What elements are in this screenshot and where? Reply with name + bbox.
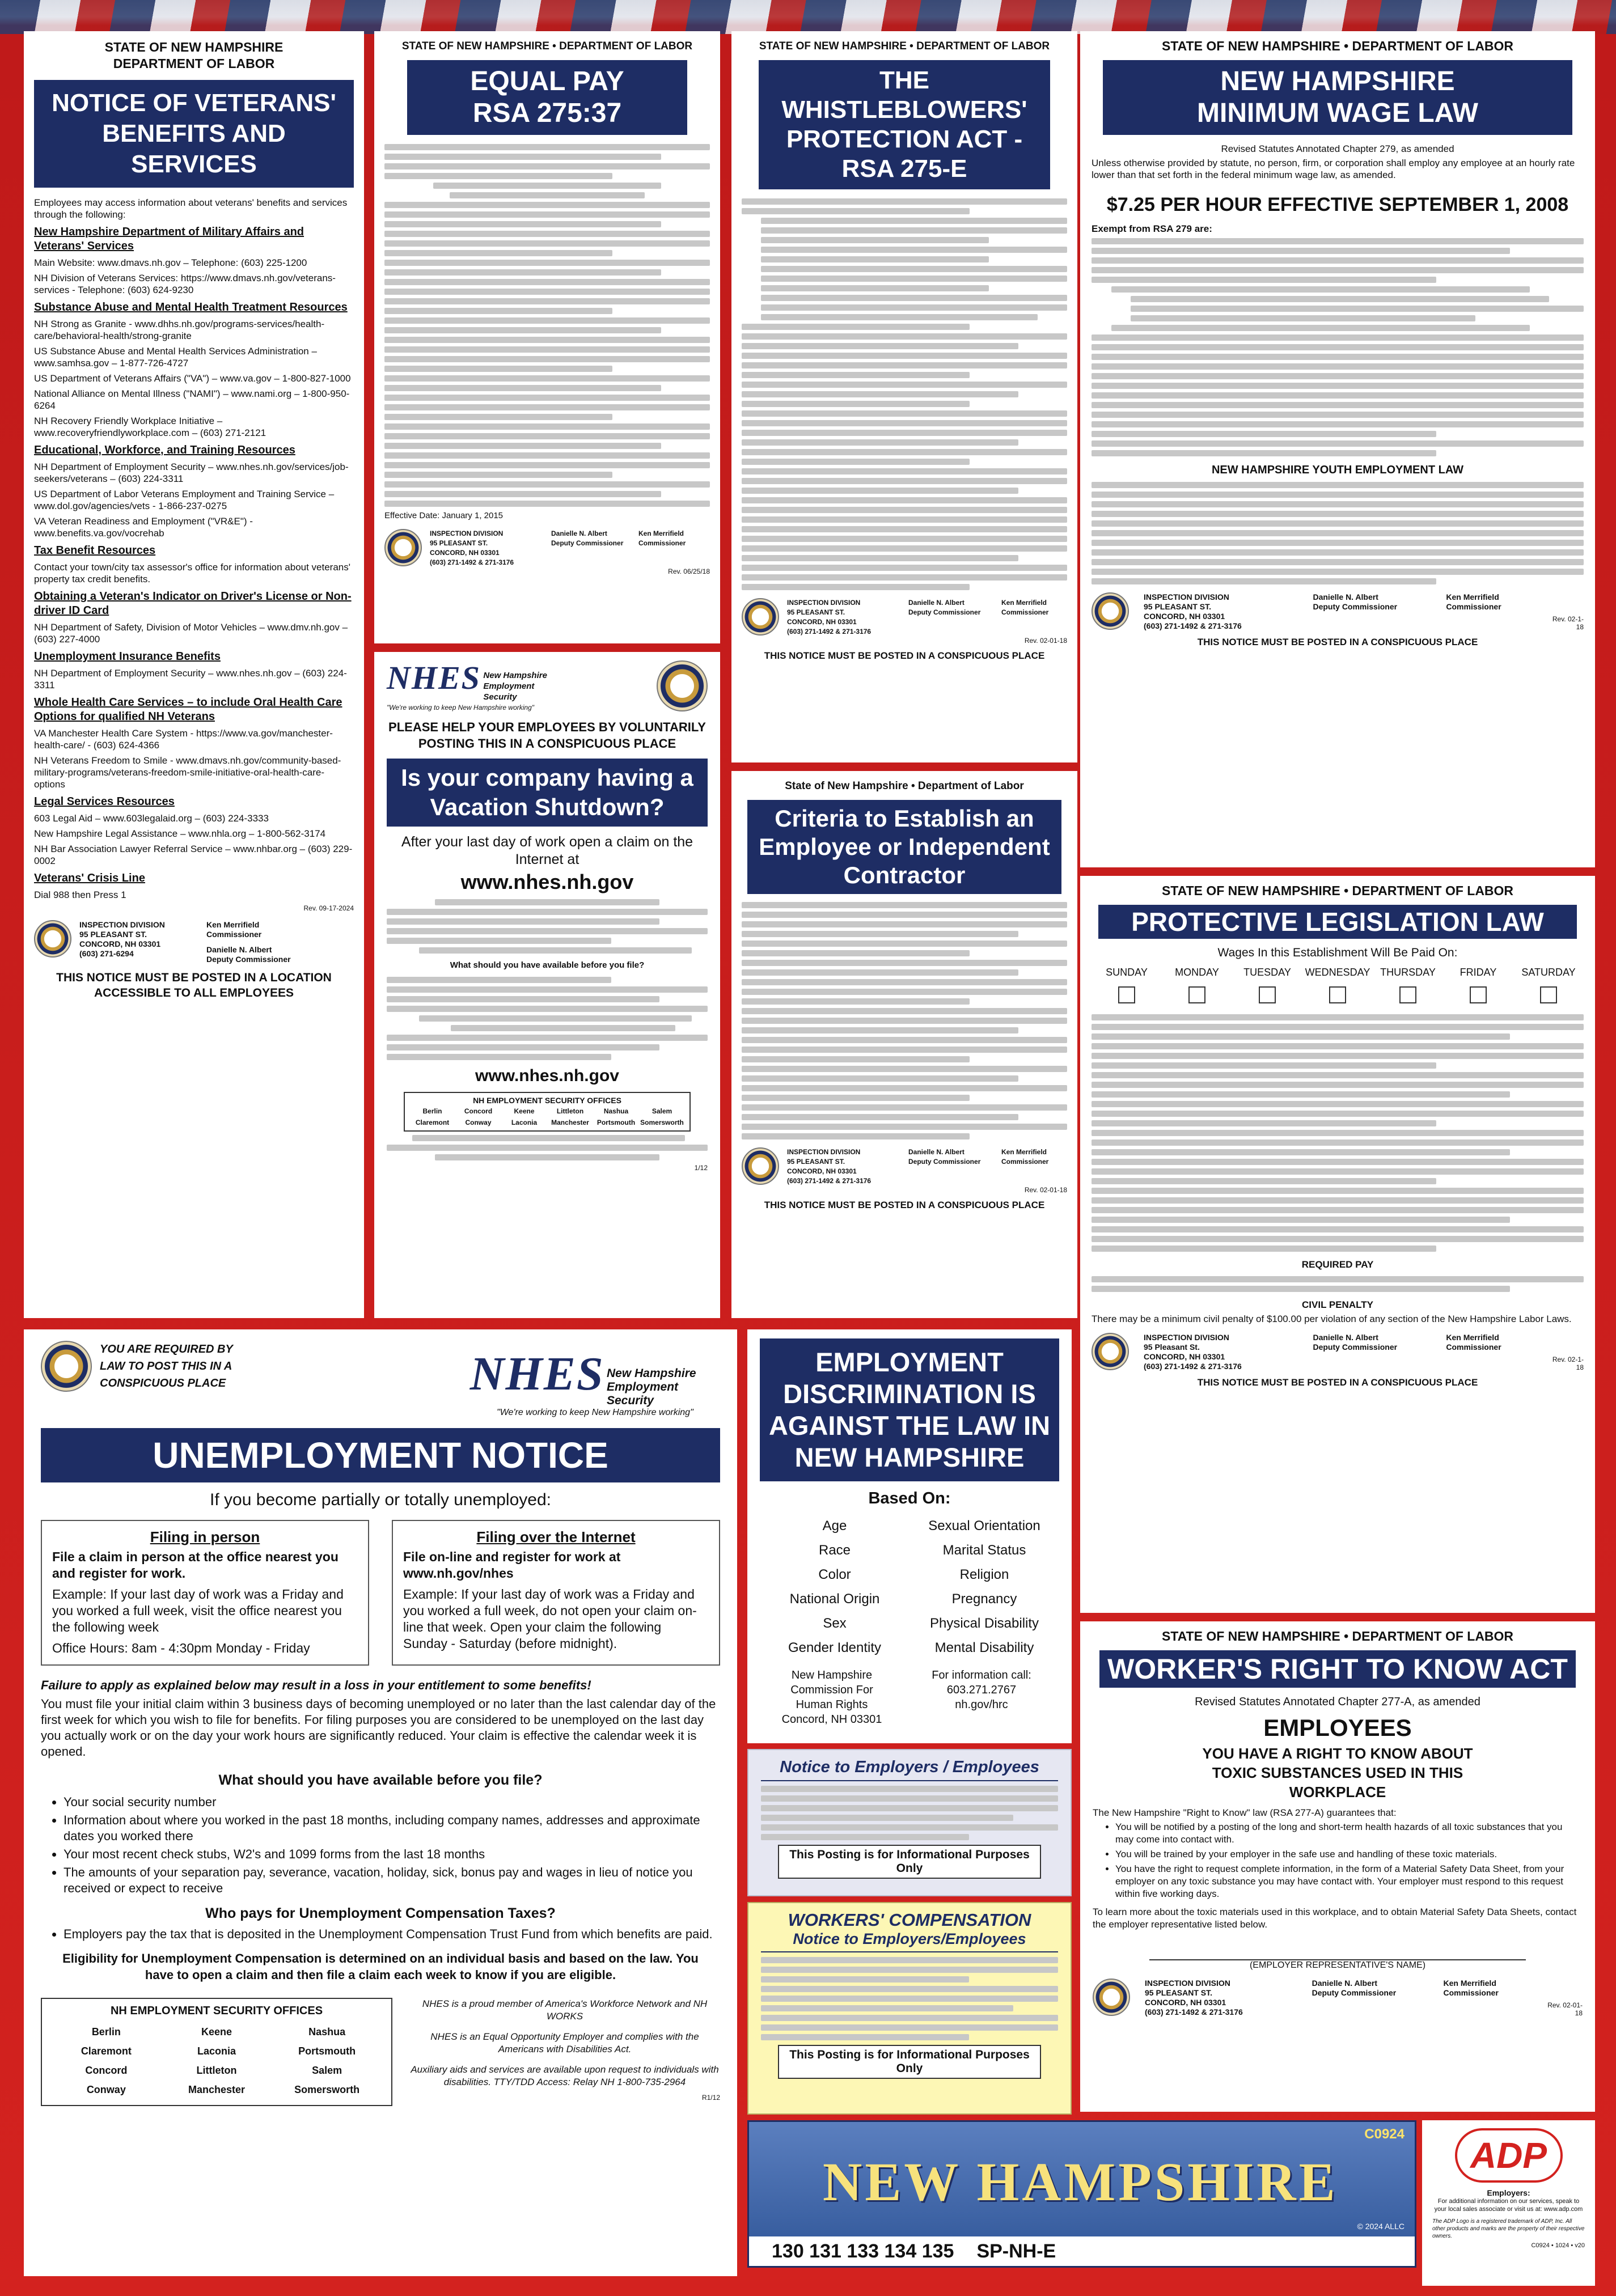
vet-section-heading: Substance Abuse and Mental Health Treatment Resources — [34, 301, 348, 314]
discrim-basis: Religion — [959, 1567, 1009, 1582]
pay-day-checkbox[interactable] — [1470, 986, 1487, 1003]
eqpay-rev: Rev. 06/25/18 — [668, 567, 710, 575]
vet-section-heading: Veterans' Crisis Line — [34, 872, 145, 884]
office-name: Berlin — [422, 1107, 442, 1116]
vacation-lead: After your last day of work open a claim on the Internet at — [401, 834, 693, 868]
office-name: Laconia — [197, 2045, 236, 2057]
protect-civil-text: There may be a minimum civil penalty of $100.00 per violation of any section of the New Hampshire Labor Laws. — [1092, 1314, 1572, 1324]
office-name: Somersworth — [640, 1119, 684, 1127]
criteria-body — [742, 902, 1067, 1139]
discrim-contact — [760, 1668, 1059, 1727]
unemp-sub: If you become partially or totally unemployed: — [210, 1490, 551, 1509]
rtk-rev: Rev. 02-01-18 — [1547, 2001, 1583, 2017]
vacation-shutdown-notice — [374, 652, 720, 1318]
vet-sections — [34, 225, 354, 901]
rtk-sig-2: Ken Merrifield Commissioner — [1443, 1979, 1499, 1997]
whistle-post-notice: THIS NOTICE MUST BE POSTED IN A CONSPICUOUS PLACE — [764, 650, 1045, 661]
vet-section-line: NH Strong as Granite - www.dhhs.nh.gov/programs-services/health-care/behavioral-health/strong-granite — [34, 319, 325, 341]
rtk-items-list — [1093, 1821, 1583, 1900]
right-to-know-notice — [1080, 1621, 1595, 2112]
notice-body — [761, 1786, 1058, 1840]
office-name: Nashua — [603, 1107, 629, 1116]
unemp-tax: • Employers pay the tax that is deposited in the Unemployment Compensation Trust Fund from which benefits are paid. — [64, 1926, 720, 1942]
discrim-columns — [760, 1514, 1059, 1660]
criteria-rev: Rev. 02-01-18 — [1024, 1186, 1067, 1194]
pay-day-monday — [1162, 967, 1232, 1006]
pay-day-wednesday — [1302, 967, 1373, 1006]
pay-day-label: MONDAY — [1175, 967, 1219, 978]
rtk-rsa: Revised Statutes Annotated Chapter 277-A, as amended — [1195, 1696, 1480, 1708]
vacation-code: 1/12 — [694, 1164, 708, 1172]
eqpay-division: INSPECTION DIVISION 95 PLEASANT ST. CONCORD, NH 03301 (603) 271-1492 & 271-3176 — [430, 529, 514, 566]
pay-day-checkbox[interactable] — [1399, 986, 1416, 1003]
office-name: Portsmouth — [298, 2045, 356, 2057]
unemp-boxes — [41, 1520, 720, 1666]
rtk-learn: To learn more about the toxic materials used in this workplace, and to obtain Material Safety Data Sheets, contact the employer representative listed below. — [1093, 1907, 1577, 1930]
footer-code-top: C0924 — [1364, 2126, 1405, 2142]
nhes-logo — [387, 659, 568, 713]
footer-numbers-strip — [749, 2236, 1415, 2266]
office-name: Conway — [465, 1119, 492, 1127]
filing-internet-example: Example: If your last day of work was a Friday and you worked a full week, do not open your claim on-line that week. Open your claim the following Sunday - Saturday (before midnight). — [403, 1586, 697, 1651]
unemp-notes — [409, 1998, 720, 2089]
vet-sig-1: Ken Merrifield Commissioner — [206, 920, 262, 939]
unemp-note-3: Auxiliary aids and services are available upon request to individuals with disabilities. TTY/TDD Access: Relay NH 1-800-735-2964 — [411, 2064, 719, 2087]
whistle-sig-1: Danielle N. Albert Deputy Commissioner — [908, 599, 981, 616]
eqpay-signature-row — [384, 529, 710, 567]
notice-title: Notice to Employers / Employees — [761, 1758, 1058, 1781]
vet-section-line: New Hampshire Legal Assistance – www.nhla.org – 1-800-562-3174 — [34, 828, 326, 839]
unemp-para: You must file your initial claim within 3 business days of becoming unemployed or no later than the last calendar day of the first week for which you wish to file for benefits. For filing purposes you are considered to be unemployed on the last day you actually work or on the day your work hours are significantly reduced. Your claim is effective the calendar week it is opened. — [41, 1696, 716, 1759]
rtk-right: YOU HAVE A RIGHT TO KNOW ABOUT TOXIC SUBSTANCES USED IN THIS WORKPLACE — [1202, 1745, 1473, 1801]
office-name: Concord — [85, 2064, 128, 2076]
vet-section-line: NH Division of Veterans Services: https://www.dmavs.nh.gov/veterans-services - Telephone: (603) 624-9230 — [34, 273, 336, 295]
minwage-body-2 — [1092, 482, 1584, 584]
protective-legislation-notice — [1080, 876, 1595, 1613]
rtk-item: • You will be trained by your employer in the safe use and handling of these toxic materials. — [1115, 1848, 1583, 1861]
nhes-logo — [470, 1346, 720, 1418]
discrim-left-col — [760, 1514, 909, 1660]
office-name: Littleton — [556, 1107, 584, 1116]
pay-day-label: WEDNESDAY — [1305, 967, 1370, 978]
unemployment-notice — [24, 1329, 737, 2276]
unemp-tax-list — [41, 1926, 720, 1942]
whistle-signature-row — [742, 598, 1067, 637]
whistleblowers-notice — [731, 31, 1077, 762]
unemp-item: • Information about where you worked in the past 18 months, including company names, addresses and approximate dates you worked there — [64, 1812, 720, 1844]
criteria-post-notice: THIS NOTICE MUST BE POSTED IN A CONSPICUOUS PLACE — [764, 1200, 1045, 1210]
eqpay-effective: Effective Date: January 1, 2015 — [384, 511, 504, 520]
nhes-logo-sub: New Hampshire Employment Security — [483, 671, 547, 702]
vet-section-line: Contact your town/city tax assessor's office for information about veterans' property tax credit benefits. — [34, 562, 350, 584]
office-name: Portsmouth — [597, 1119, 636, 1127]
minwage-post-notice: THIS NOTICE MUST BE POSTED IN A CONSPICUOUS PLACE — [1197, 637, 1478, 647]
adp-employers: Employers: — [1487, 2188, 1530, 2197]
vet-section-line: NH Veterans Freedom to Smile - www.dmavs.nh.gov/community-based-military-programs/veterans-freedom-smile-initiative-oral-health-care-options — [34, 755, 341, 790]
vet-section-line: VA Veteran Readiness and Employment ("VR&E") - www.benefits.va.gov/vocrehab — [34, 516, 253, 539]
unemp-offices — [41, 1998, 392, 2106]
nhes-logo-sub: New Hampshire Employment Security — [607, 1366, 696, 1407]
pay-day-label: TUESDAY — [1243, 967, 1291, 978]
office-name: Manchester — [188, 2083, 246, 2095]
footer-copyright: © 2024 ALLC — [1357, 2222, 1405, 2231]
pay-day-checkbox[interactable] — [1188, 986, 1205, 1003]
protect-division: INSPECTION DIVISION 95 Pleasant St. CONCORD, NH 03301 (603) 271-1492 & 271-3176 — [1144, 1333, 1242, 1371]
criteria-sig-2: Ken Merrifield Commissioner — [1001, 1148, 1049, 1166]
office-name: Keene — [201, 2026, 232, 2037]
protect-signature-row — [1092, 1333, 1584, 1371]
state-seal-icon — [34, 920, 71, 958]
state-seal-icon — [657, 660, 708, 711]
minwage-rev: Rev. 02-1-18 — [1552, 615, 1584, 631]
filing-internet-title: Filing over the Internet — [476, 1528, 636, 1545]
footer-numbers: 130 131 133 134 135 — [772, 2240, 954, 2262]
state-seal-icon — [742, 1147, 779, 1185]
employment-discrimination-notice — [747, 1329, 1072, 1743]
vacation-offices-title: NH EMPLOYMENT SECURITY OFFICES — [473, 1096, 621, 1105]
discrim-basis: National Origin — [789, 1591, 880, 1607]
discrim-right-col — [909, 1514, 1059, 1660]
minwage-rate: $7.25 PER HOUR EFFECTIVE SEPTEMBER 1, 2008 — [1106, 194, 1569, 215]
office-name: Salem — [652, 1107, 672, 1116]
vacation-offices — [404, 1092, 691, 1132]
vet-sigs — [206, 920, 291, 964]
rtk-employees: EMPLOYEES — [1263, 1714, 1412, 1741]
unemp-q1: What should you have available before you file? — [218, 1772, 543, 1788]
minwage-title: NEW HAMPSHIRE MINIMUM WAGE LAW — [1103, 60, 1572, 135]
minwage-signature-row — [1092, 592, 1584, 631]
discrim-basis: Sexual Orientation — [928, 1518, 1040, 1534]
unemp-title: UNEMPLOYMENT NOTICE — [41, 1428, 720, 1482]
criteria-sig-1: Danielle N. Albert Deputy Commissioner — [908, 1148, 981, 1166]
vet-section-line: Dial 988 then Press 1 — [34, 889, 126, 900]
vet-section-line: NH Department of Safety, Division of Motor Vehicles – www.dmv.nh.gov – (603) 227-4000 — [34, 622, 348, 645]
state-seal-icon — [41, 1341, 92, 1392]
discrim-basis: Pregnancy — [951, 1591, 1017, 1607]
eqpay-sig-2: Ken Merrifield Commissioner — [638, 529, 686, 547]
vet-section-line: US Department of Labor Veterans Employment and Training Service – www.dol.gov/agencies/vets - 1-866-237-0275 — [34, 489, 335, 511]
office-name: Berlin — [91, 2026, 121, 2037]
vet-section-heading: Tax Benefit Resources — [34, 544, 156, 557]
nhes-tagline: "We're working to keep New Hampshire working" — [497, 1407, 693, 1417]
pay-day-label: THURSDAY — [1380, 967, 1436, 978]
filing-in-person-lead: File a claim in person at the office nearest you and register for work. — [52, 1549, 339, 1581]
protect-sig-2: Ken Merrifield Commissioner — [1446, 1333, 1501, 1352]
adp-employers-text: For additional information on our services, speak to your local sales associate or visit us at: www.adp.com — [1434, 2198, 1583, 2213]
rtk-guarantee: The New Hampshire "Right to Know" law (RSA 277-A) guarantees that: — [1093, 1807, 1397, 1818]
protect-title: PROTECTIVE LEGISLATION LAW — [1098, 905, 1577, 939]
vet-section-line: NH Department of Employment Security – www.nhes.nh.gov/services/job-seekers/veterans – (603) 224-3311 — [34, 461, 349, 484]
pay-day-label: SUNDAY — [1106, 967, 1148, 978]
eqpay-sig-1: Danielle N. Albert Deputy Commissioner — [551, 529, 624, 547]
eqpay-body — [384, 144, 710, 507]
protect-sig-1: Danielle N. Albert Deputy Commissioner — [1313, 1333, 1398, 1352]
unemp-item: • Your social security number — [64, 1794, 720, 1810]
unemp-bottom-row — [41, 1998, 720, 2106]
minimum-wage-notice — [1080, 31, 1595, 867]
vet-sig-2: Danielle N. Albert Deputy Commissioner — [206, 945, 291, 964]
minwage-division: INSPECTION DIVISION 95 PLEASANT ST. CONCORD, NH 03301 (603) 271-1492 & 271-3176 — [1144, 592, 1242, 630]
vet-section-line: 603 Legal Aid – www.603legalaid.org – (603) 224-3333 — [34, 813, 269, 824]
vet-post-notice: THIS NOTICE MUST BE POSTED IN A LOCATION ACCESSIBLE TO ALL EMPLOYEES — [56, 971, 332, 999]
minwage-youth: NEW HAMPSHIRE YOUTH EMPLOYMENT LAW — [1211, 464, 1464, 476]
nhes-logo-text: NHES — [469, 1348, 604, 1400]
vet-section-heading: Unemployment Insurance Benefits — [34, 650, 221, 663]
state-seal-icon — [1093, 1979, 1130, 2016]
office-name: Salem — [312, 2064, 342, 2076]
discrim-commission: New Hampshire Commission For Human Rights Concord, NH 03301 — [781, 1669, 882, 1726]
vacation-offices-grid — [409, 1105, 685, 1128]
pay-day-sunday — [1092, 967, 1162, 1006]
vet-intro: Employees may access information about veterans' benefits and services through the following: — [34, 197, 348, 220]
vet-section-heading: Legal Services Resources — [34, 795, 175, 808]
pay-day-saturday — [1513, 967, 1584, 1006]
office-name: Claremont — [415, 1119, 450, 1127]
footer-state-title: NEW HAMPSHIRE — [823, 2151, 1338, 2212]
whistle-rev: Rev. 02-01-18 — [1024, 637, 1067, 645]
criteria-signature-row — [742, 1147, 1067, 1186]
eqpay-title: EQUAL PAY RSA 275:37 — [407, 60, 687, 135]
rtk-item: • You have the right to request complete information, in the form of a Material Safety Data Sheet, from your employer on any toxic substance you may have contact with. Your employer must respond to this request within five working days. — [1115, 1863, 1583, 1900]
flag-banner — [0, 0, 1616, 34]
criteria-state: State of New Hampshire • Department of Labor — [785, 780, 1024, 792]
office-name: Conway — [86, 2083, 126, 2095]
minwage-state: STATE OF NEW HAMPSHIRE • DEPARTMENT OF LABOR — [1161, 39, 1514, 53]
vet-title: NOTICE OF VETERANS' BENEFITS AND SERVICES — [34, 80, 354, 188]
nhes-tagline: "We're working to keep New Hampshire working" — [387, 704, 535, 712]
vet-rev: Rev. 09-17-2024 — [303, 904, 354, 912]
pay-day-label: FRIDAY — [1460, 967, 1497, 978]
protect-state: STATE OF NEW HAMPSHIRE • DEPARTMENT OF LABOR — [1161, 883, 1514, 898]
discrim-basis: Physical Disability — [929, 1616, 1039, 1631]
pay-day-checkbox[interactable] — [1540, 986, 1557, 1003]
vet-state: STATE OF NEW HAMPSHIRE — [104, 40, 284, 54]
vet-section-line: NH Recovery Friendly Workplace Initiative – www.recoveryfriendlyworkplace.com – (603) 271-2121 — [34, 416, 266, 438]
discrim-title: EMPLOYMENT DISCRIMINATION IS AGAINST THE LAW IN NEW HAMPSHIRE — [760, 1338, 1059, 1481]
state-seal-icon — [384, 529, 422, 566]
unemp-item: • The amounts of your separation pay, severance, vacation, holiday, sick, bonus pay and wages in lieu of notice you received or expect to receive — [64, 1865, 720, 1896]
vet-section-heading: Educational, Workforce, and Training Resources — [34, 444, 295, 456]
rtk-sig-1: Danielle N. Albert Deputy Commissioner — [1312, 1979, 1397, 1997]
notice-informational: This Posting is for Informational Purposes Only — [778, 1845, 1041, 1879]
vet-section-line: Main Website: www.dmavs.nh.gov – Telephone: (603) 225-1200 — [34, 257, 307, 268]
filing-in-person-box — [41, 1520, 369, 1666]
protect-post-notice: THIS NOTICE MUST BE POSTED IN A CONSPICUOUS PLACE — [1197, 1377, 1478, 1388]
vacation-title: Is your company having a Vacation Shutdown? — [387, 759, 708, 827]
discrim-basis: Sex — [823, 1616, 847, 1631]
vet-section-line: NH Department of Employment Security – www.nhes.nh.gov – (603) 224-3311 — [34, 668, 347, 691]
unemp-fail: Failure to apply as explained below may result in a loss in your entitlement to some benefits! — [41, 1677, 591, 1692]
protect-body-2 — [1092, 1276, 1584, 1292]
minwage-rsa: Revised Statutes Annotated Chapter 279, as amended — [1221, 143, 1454, 154]
office-name: Laconia — [511, 1119, 538, 1127]
vet-division: INSPECTION DIVISION 95 PLEASANT ST. CONCORD, NH 03301 (603) 271-6294 — [79, 920, 165, 958]
vacation-url-2[interactable]: www.nhes.nh.gov — [475, 1066, 619, 1086]
vet-section-line: NH Bar Association Lawyer Referral Service – www.nhbar.org – (603) 229-0002 — [34, 844, 353, 866]
state-seal-icon — [1092, 1333, 1129, 1370]
protect-wages-line: Wages In this Establishment Will Be Paid On: — [1217, 946, 1458, 959]
minwage-sig-1: Danielle N. Albert Deputy Commissioner — [1313, 592, 1398, 611]
vet-dept: DEPARTMENT OF LABOR — [113, 56, 275, 71]
unemp-note-2: NHES is an Equal Opportunity Employer and complies with the Americans with Disabilities Act. — [430, 2031, 699, 2054]
office-name: Nashua — [308, 2026, 346, 2037]
vet-section-line: VA Manchester Health Care System - https://www.va.gov/manchester-health-care/ - (603) 624-4366 — [34, 728, 333, 751]
unemp-q2: Who pays for Unemployment Compensation Taxes? — [205, 1905, 556, 1921]
office-name: Keene — [514, 1107, 535, 1116]
rtk-signature-row — [1093, 1979, 1583, 2017]
discrim-basis: Color — [818, 1567, 851, 1582]
discrim-based: Based On: — [868, 1489, 951, 1507]
whistle-state: STATE OF NEW HAMPSHIRE • DEPARTMENT OF LABOR — [759, 40, 1050, 52]
office-name: Manchester — [551, 1119, 589, 1127]
whistle-sig-2: Ken Merrifield Commissioner — [1001, 599, 1049, 616]
vacation-logo-row — [387, 659, 708, 713]
minwage-sig-2: Ken Merrifield Commissioner — [1446, 592, 1501, 611]
state-seal-icon — [742, 598, 779, 636]
adp-code: C0924 • 1024 • v20 — [1531, 2242, 1585, 2249]
adp-logo-text: ADP — [1470, 2135, 1547, 2176]
workers-informational: This Posting is for Informational Purposes Only — [778, 2045, 1041, 2079]
workers-sub: Notice to Employers/Employees — [761, 1930, 1058, 1952]
protect-body-1 — [1092, 1014, 1584, 1252]
eqpay-state: STATE OF NEW HAMPSHIRE • DEPARTMENT OF LABOR — [401, 40, 693, 52]
discrim-info: For information call: 603.271.2767 nh.gov/hrc — [932, 1669, 1031, 1711]
unemp-code: R1/12 — [701, 2093, 720, 2102]
filing-in-person-hours: Office Hours: 8am - 4:30pm Monday - Friday — [52, 1640, 310, 1655]
vacation-please: PLEASE HELP YOUR EMPLOYEES BY VOLUNTARILY POSTING THIS IN A CONSPICUOUS PLACE — [388, 720, 706, 751]
veterans-notice — [24, 31, 364, 1318]
vacation-footer — [387, 1135, 708, 1160]
adp-panel — [1422, 2120, 1595, 2286]
nhes-logo-text: NHES — [387, 659, 481, 696]
workers-title: WORKERS' COMPENSATION — [788, 1910, 1031, 1930]
workers-comp-box — [747, 1902, 1072, 2115]
vet-signature-row — [34, 920, 354, 964]
office-name: Littleton — [196, 2064, 237, 2076]
vacation-question: What should you have available before you file? — [450, 960, 645, 971]
workers-body — [761, 1957, 1058, 2040]
unemp-items-list — [41, 1794, 720, 1896]
rtk-division: INSPECTION DIVISION 95 PLEASANT ST. CONCORD, NH 03301 (603) 271-1492 & 271-3176 — [1145, 1979, 1243, 2017]
discrim-basis: Race — [818, 1543, 851, 1558]
pay-day-checkboxes — [1092, 967, 1584, 1006]
filing-in-person-example: Example: If your last day of work was a Friday and you worked a full week, visit the office nearest you the following week — [52, 1586, 344, 1634]
minwage-body-1 — [1092, 238, 1584, 456]
rtk-state: STATE OF NEW HAMPSHIRE • DEPARTMENT OF LABOR — [1161, 1629, 1514, 1643]
pay-day-label: SATURDAY — [1521, 967, 1576, 978]
vet-section-line: US Substance Abuse and Mental Health Services Administration – www.samhsa.gov – 1-877-726-4727 — [34, 346, 317, 368]
protect-required-pay: REQUIRED PAY — [1301, 1259, 1374, 1270]
pay-day-checkbox[interactable] — [1259, 986, 1276, 1003]
criteria-title: Criteria to Establish an Employee or Independent Contractor — [747, 800, 1061, 894]
office-name: Somersworth — [294, 2083, 360, 2095]
discrim-basis: Age — [822, 1518, 847, 1534]
unemp-offices-title: NH EMPLOYMENT SECURITY OFFICES — [110, 2004, 323, 2017]
pay-day-checkbox[interactable] — [1118, 986, 1135, 1003]
pay-day-friday — [1443, 967, 1513, 1006]
discrim-basis: Mental Disability — [934, 1640, 1034, 1655]
protect-civil: CIVIL PENALTY — [1302, 1299, 1373, 1310]
rtk-rep: (EMPLOYER REPRESENTATIVE'S NAME) — [1249, 1960, 1426, 1970]
office-name: Concord — [464, 1107, 493, 1116]
filing-in-person-title: Filing in person — [150, 1528, 260, 1545]
vet-section-line: US Department of Veterans Affairs ("VA") – www.va.gov – 1-800-827-1000 — [34, 373, 351, 384]
whistle-title: THE WHISTLEBLOWERS' PROTECTION ACT - RSA 275-E — [759, 60, 1050, 189]
unemp-offices-grid — [51, 2022, 382, 2099]
minwage-exempt: Exempt from RSA 279 are: — [1092, 223, 1212, 234]
unemp-required: YOU ARE REQUIRED BY LAW TO POST THIS IN A CONSPICUOUS PLACE — [100, 1343, 233, 1390]
rtk-title: WORKER'S RIGHT TO KNOW ACT — [1099, 1650, 1576, 1688]
state-seal-icon — [1092, 592, 1129, 630]
unemp-note-1: NHES is a proud member of America's Workforce Network and NH WORKS — [422, 1998, 708, 2022]
adp-trademark: The ADP Logo is a registered trademark of ADP, Inc. All other products and marks are the property of their respective owners. — [1432, 2218, 1585, 2239]
vacation-url[interactable]: www.nhes.nh.gov — [460, 870, 634, 894]
notice-employers-box — [747, 1749, 1072, 1896]
discrim-basis: Gender Identity — [788, 1640, 882, 1655]
office-name: Claremont — [81, 2045, 132, 2057]
rtk-item: • You will be notified by a posting of the long and short-term health hazards of all toxic substances that you may come into contact with. — [1115, 1821, 1583, 1846]
footer-sku: SP-NH-E — [976, 2240, 1056, 2262]
criteria-notice — [731, 771, 1077, 1318]
whistle-division: INSPECTION DIVISION 95 PLEASANT ST. CONCORD, NH 03301 (603) 271-1492 & 271-3176 — [787, 599, 872, 636]
unemp-item: • Your most recent check stubs, W2's and 1099 forms from the last 18 months — [64, 1846, 720, 1862]
pay-day-checkbox[interactable] — [1329, 986, 1346, 1003]
filing-internet-lead: File on-line and register for work at www.nh.gov/nhes — [403, 1549, 621, 1581]
discrim-basis: Marital Status — [942, 1543, 1026, 1558]
vet-section-heading: New Hampshire Department of Military Affairs and Veterans' Services — [34, 226, 304, 252]
vacation-list — [387, 977, 708, 1060]
whistle-body — [742, 198, 1067, 590]
unemp-top-row — [41, 1341, 720, 1418]
vacation-body — [387, 899, 708, 954]
equal-pay-notice — [374, 31, 720, 643]
vet-section-line: National Alliance on Mental Illness ("NAMI") – www.nami.org – 1-800-950-6264 — [34, 388, 350, 411]
protect-rev: Rev. 02-1-18 — [1552, 1355, 1584, 1371]
poster-footer-banner — [747, 2120, 1416, 2268]
unemp-eligibility: Eligibility for Unemployment Compensation is determined on an individual basis and based on the law. You have to open a claim and then file a claim each week to know if you are eligible. — [62, 1951, 699, 1982]
pay-day-thursday — [1373, 967, 1443, 1006]
vet-section-heading: Whole Health Care Services – to include Oral Health Care Options for qualified NH Veterans — [34, 696, 342, 723]
unemp-required-block — [41, 1341, 247, 1392]
criteria-division: INSPECTION DIVISION 95 PLEASANT ST. CONCORD, NH 03301 (603) 271-1492 & 271-3176 — [787, 1148, 872, 1185]
filing-internet-box — [392, 1520, 720, 1666]
adp-logo — [1455, 2128, 1563, 2183]
vet-section-heading: Obtaining a Veteran's Indicator on Driver's License or Non-driver ID Card — [34, 590, 352, 617]
pay-day-tuesday — [1232, 967, 1302, 1006]
minwage-intro: Unless otherwise provided by statute, no person, firm, or corporation shall employ any employee at an hourly rate lower than that set forth in the federal minimum wage law, as amended. — [1092, 158, 1575, 180]
